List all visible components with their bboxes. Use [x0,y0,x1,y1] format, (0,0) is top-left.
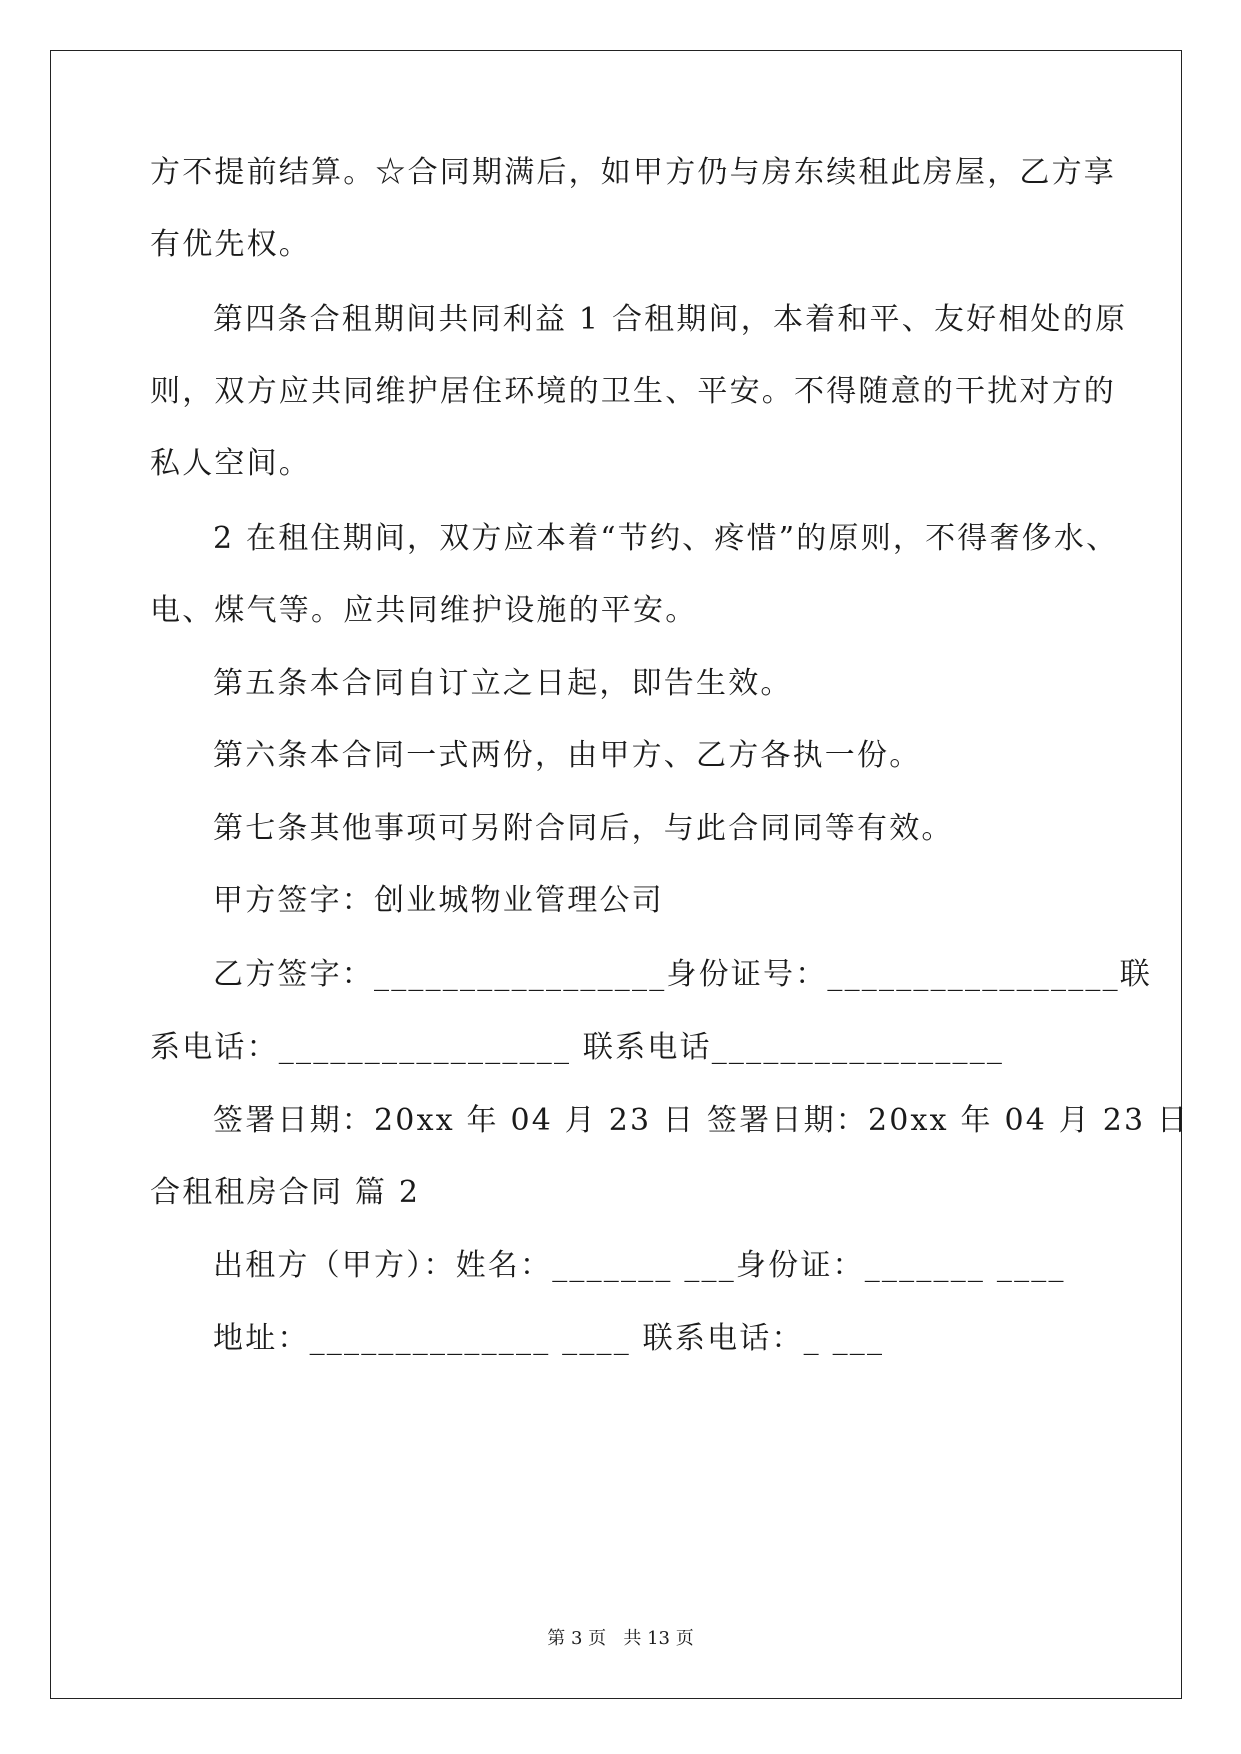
page-number: 第 3 页 共 13 页 [547,1628,694,1649]
page-border [50,50,1182,1699]
paragraph-line: 私人空间。 [150,446,311,481]
paragraph-line: 出租方（甲方）：姓名：_______ ___身份证：_______ ____ [213,1248,1066,1283]
paragraph-line: 第五条本合同自订立之日起，即告生效。 [213,666,793,701]
paragraph-line: 第六条本合同一式两份，由甲方、乙方各执一份。 [213,738,922,773]
paragraph-line: 第七条其他事项可另附合同后，与此合同同等有效。 [213,811,954,846]
paragraph-line: 有优先权。 [150,227,311,262]
paragraph-line: 第四条合租期间共同利益 1 合租期间，本着和平、友好相处的原 [213,302,1128,337]
paragraph-line: 地址：______________ ____ 联系电话：_ ___ [213,1321,885,1356]
paragraph-line: 签署日期：20xx 年 04 月 23 日 签署日期：20xx 年 04 月 23 日 [213,1103,1190,1138]
section-heading: 合租租房合同 篇 2 [150,1175,421,1210]
paragraph-line: 2 在租住期间，双方应本着“节约、疼惜”的原则，不得奢侈水、 [213,521,1119,556]
paragraph-line: 方不提前结算。☆合同期满后，如甲方仍与房东续租此房屋，乙方享 [150,155,1116,190]
paragraph-line: 系电话：_________________ 联系电话_________________ [150,1030,1005,1065]
paragraph-line: 乙方签字：_________________身份证号：_________________联 [213,957,1152,992]
paragraph-line: 电、煤气等。应共同维护设施的平安。 [150,593,698,628]
paragraph-line: 甲方签字：创业城物业管理公司 [213,883,664,918]
paragraph-line: 则，双方应共同维护居住环境的卫生、平安。不得随意的干扰对方的 [150,374,1116,409]
